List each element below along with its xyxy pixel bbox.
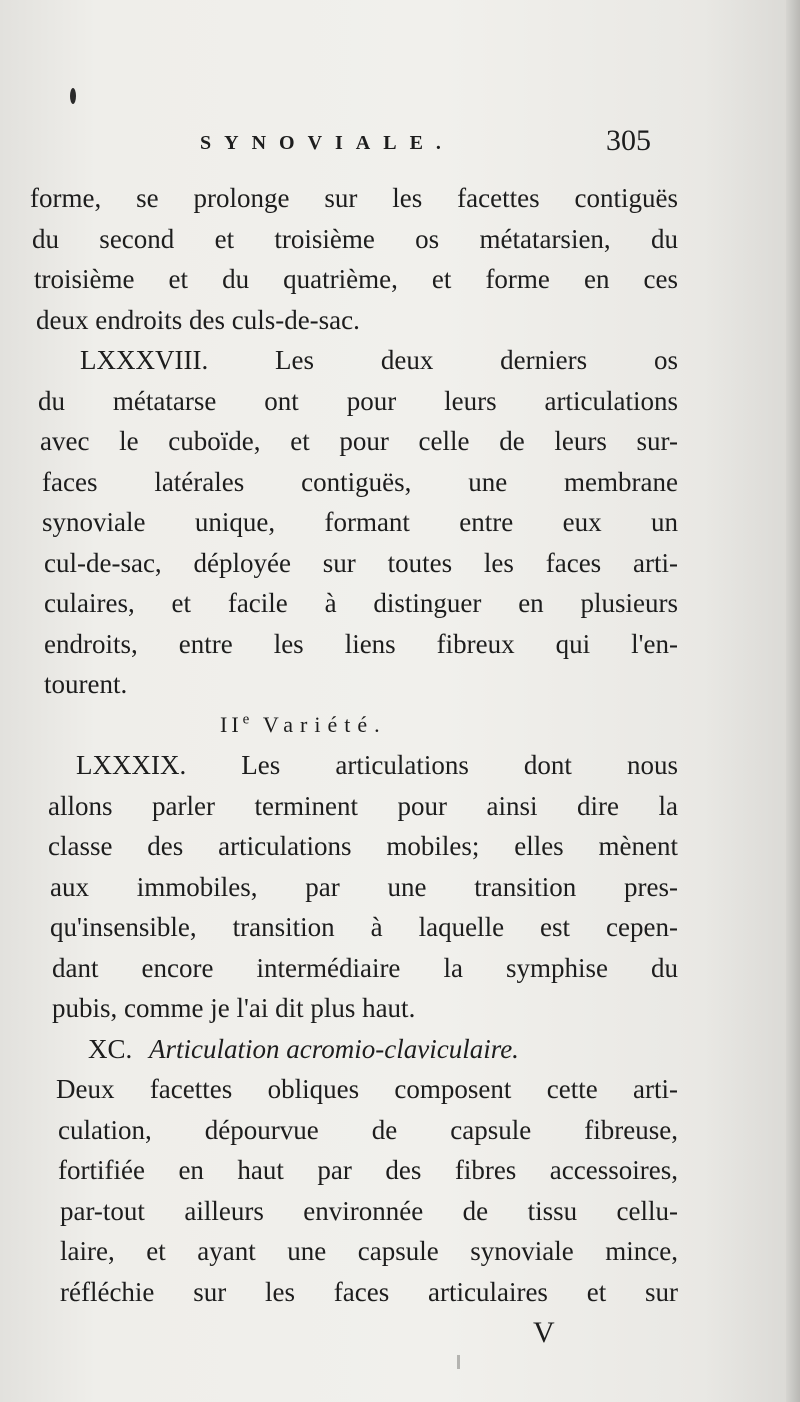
text-line: allons parler terminent pour ainsi dire la bbox=[48, 790, 678, 821]
body-text bbox=[28, 178, 678, 1312]
article-heading bbox=[28, 1029, 678, 1070]
text-line: classe des articulations mobiles; elles mènent bbox=[48, 831, 678, 861]
running-title: SYNOVIALE. bbox=[200, 132, 454, 154]
text-line: LXXXVIII. Les deux derniers os bbox=[80, 345, 678, 375]
text-line: troisième et du quatrième, et forme en ces bbox=[34, 264, 678, 294]
text-line: par-tout ailleurs environnée de tissu cellu- bbox=[60, 1195, 678, 1226]
text-line: fortifiée en haut par des fibres accessoires, bbox=[58, 1155, 678, 1185]
text-line: tourent. bbox=[44, 669, 128, 699]
section-numeral: II bbox=[220, 711, 243, 737]
page-header bbox=[0, 124, 800, 168]
ink-speck bbox=[457, 1355, 460, 1369]
text-line: du second et troisième os métatarsien, du bbox=[32, 223, 678, 254]
text-line: Deux facettes obliques composent cette arti- bbox=[56, 1074, 678, 1104]
text-line: pubis, comme je l'ai dit plus haut. bbox=[52, 993, 416, 1023]
text-line: synoviale unique, formant entre eux un bbox=[42, 507, 678, 537]
text-line: du métatarse ont pour leurs articulations bbox=[38, 385, 678, 416]
text-line: forme, se prolonge sur les facettes contiguës bbox=[30, 183, 678, 213]
text-line: culaires, et facile à distinguer en plusieurs bbox=[44, 588, 678, 618]
section-title: Variété. bbox=[262, 711, 387, 737]
text-line: qu'insensible, transition à laquelle est cepen- bbox=[50, 912, 678, 942]
text-line: culation, dépourvue de capsule fibreuse, bbox=[58, 1114, 678, 1145]
page-edge-shadow bbox=[786, 0, 800, 1402]
page-number: 305 bbox=[606, 124, 651, 157]
signature-mark: V bbox=[533, 1316, 555, 1349]
ink-speck bbox=[70, 88, 76, 104]
section-heading bbox=[28, 705, 678, 746]
text-line: réfléchie sur les faces articulaires et sur bbox=[60, 1276, 678, 1307]
text-line: cul-de-sac, déployée sur toutes les faces arti- bbox=[44, 547, 678, 578]
section-superscript: e bbox=[242, 711, 254, 728]
text-line: dant encore intermédiaire la symphise du bbox=[52, 952, 678, 983]
article-number: XC. bbox=[88, 1033, 133, 1064]
text-line: aux immobiles, par une transition pres- bbox=[50, 871, 678, 902]
text-line: deux endroits des culs-de-sac. bbox=[36, 304, 360, 335]
text-line: avec le cuboïde, et pour celle de leurs sur- bbox=[40, 426, 678, 456]
text-line: LXXXIX. Les articulations dont nous bbox=[76, 750, 678, 780]
text-line: laire, et ayant une capsule synoviale mince, bbox=[60, 1236, 678, 1266]
article-title: Articulation acromio-claviculaire. bbox=[149, 1033, 519, 1064]
text-line: faces latérales contiguës, une membrane bbox=[42, 466, 678, 497]
text-line: endroits, entre les liens fibreux qui l'en- bbox=[44, 628, 678, 659]
